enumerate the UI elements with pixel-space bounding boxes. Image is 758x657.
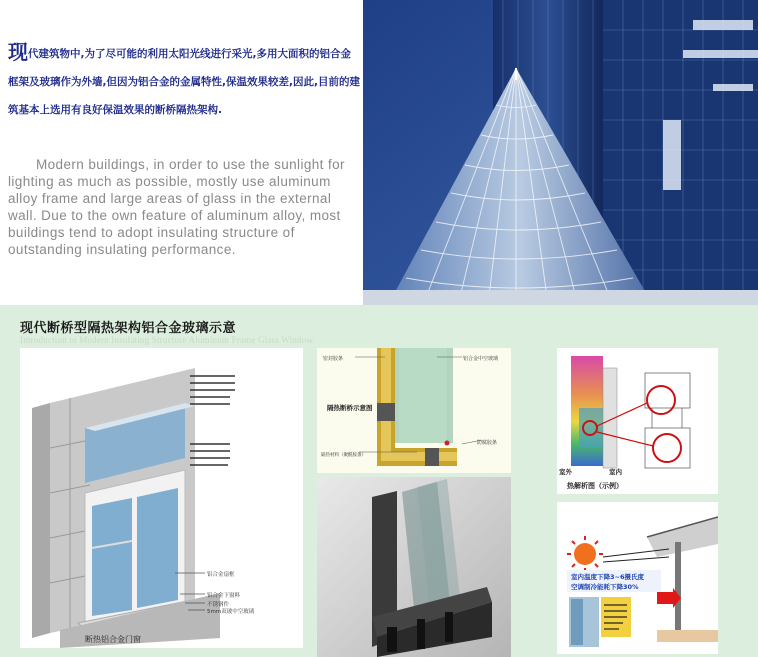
- building-photo-illustration: [363, 0, 758, 305]
- intro-chinese-text: 代建筑物中,为了尽可能的利用太阳光线进行采光,多用大面积的铝合金框架及玻璃作为外墙,但因为铝合金的金属特性,保温效果较差,因此,目前的建筑基本上选用有良好保温效果的断桥隔热架构.: [8, 48, 360, 116]
- thermal-label-outdoor: 室外: [559, 468, 572, 476]
- window-diagram: [20, 348, 303, 648]
- profile-label-insulation: 隔热材料（聚酰胺条）: [321, 453, 366, 458]
- profile-label-glass: 铝合金中空玻璃: [463, 356, 499, 362]
- building-photo: [363, 0, 758, 305]
- intro-chinese-paragraph: [8, 38, 360, 124]
- window-label-sill: 铝合金下窗料: [207, 593, 241, 599]
- section-title: 现代断桥型隔热架构铝合金玻璃示意: [20, 321, 237, 336]
- energy-diagram-panel: [557, 502, 718, 654]
- window-label-steel: 不锈钢件: [207, 602, 230, 608]
- energy-note-line1: 室内温度下降3~6摄氏度: [571, 573, 644, 581]
- energy-diagram: [557, 502, 718, 654]
- thermal-caption: 热解析图（示例）: [567, 482, 623, 490]
- intro-dropcap: 现: [8, 40, 28, 64]
- intro-section: [0, 0, 758, 305]
- diagram-section: [0, 305, 758, 657]
- thermal-label-indoor: 室内: [609, 468, 622, 476]
- profile-label-seal: 密封胶条: [323, 356, 344, 362]
- profile-label-center: 隔热断桥示意图: [327, 404, 373, 412]
- section-subtitle: Introduction to Modern Insulating Structure Aluminum Frame Glass Window: [20, 335, 314, 345]
- window-diagram-panel: [20, 348, 303, 648]
- thermal-diagram-panel: [557, 348, 718, 494]
- window-label-sash: 铝合金扇框: [207, 572, 235, 578]
- intro-english-paragraph: Modern buildings, in order to use the sunlight for lighting as much as possible, mostly use aluminum alloy frame and large areas of glass in the external wall. Due to the own feature of aluminum alloy, most buildings tend to adopt insulating structure of outstanding insulating performance.: [8, 157, 345, 257]
- profile-photo-panel: [317, 477, 511, 657]
- profile-diagram: [317, 348, 511, 473]
- profile-label-anticorrosion: 防腐胶条: [477, 440, 498, 446]
- energy-note-line2: 空调制冷能耗下降30%: [571, 583, 639, 591]
- thermal-diagram: [557, 348, 718, 494]
- window-label-glass: 5mm双玻中空玻璃: [207, 609, 255, 615]
- window-diagram-caption: 断热铝合金门窗: [85, 635, 141, 644]
- profile-diagram-panel: [317, 348, 511, 473]
- profile-photo: [317, 477, 511, 657]
